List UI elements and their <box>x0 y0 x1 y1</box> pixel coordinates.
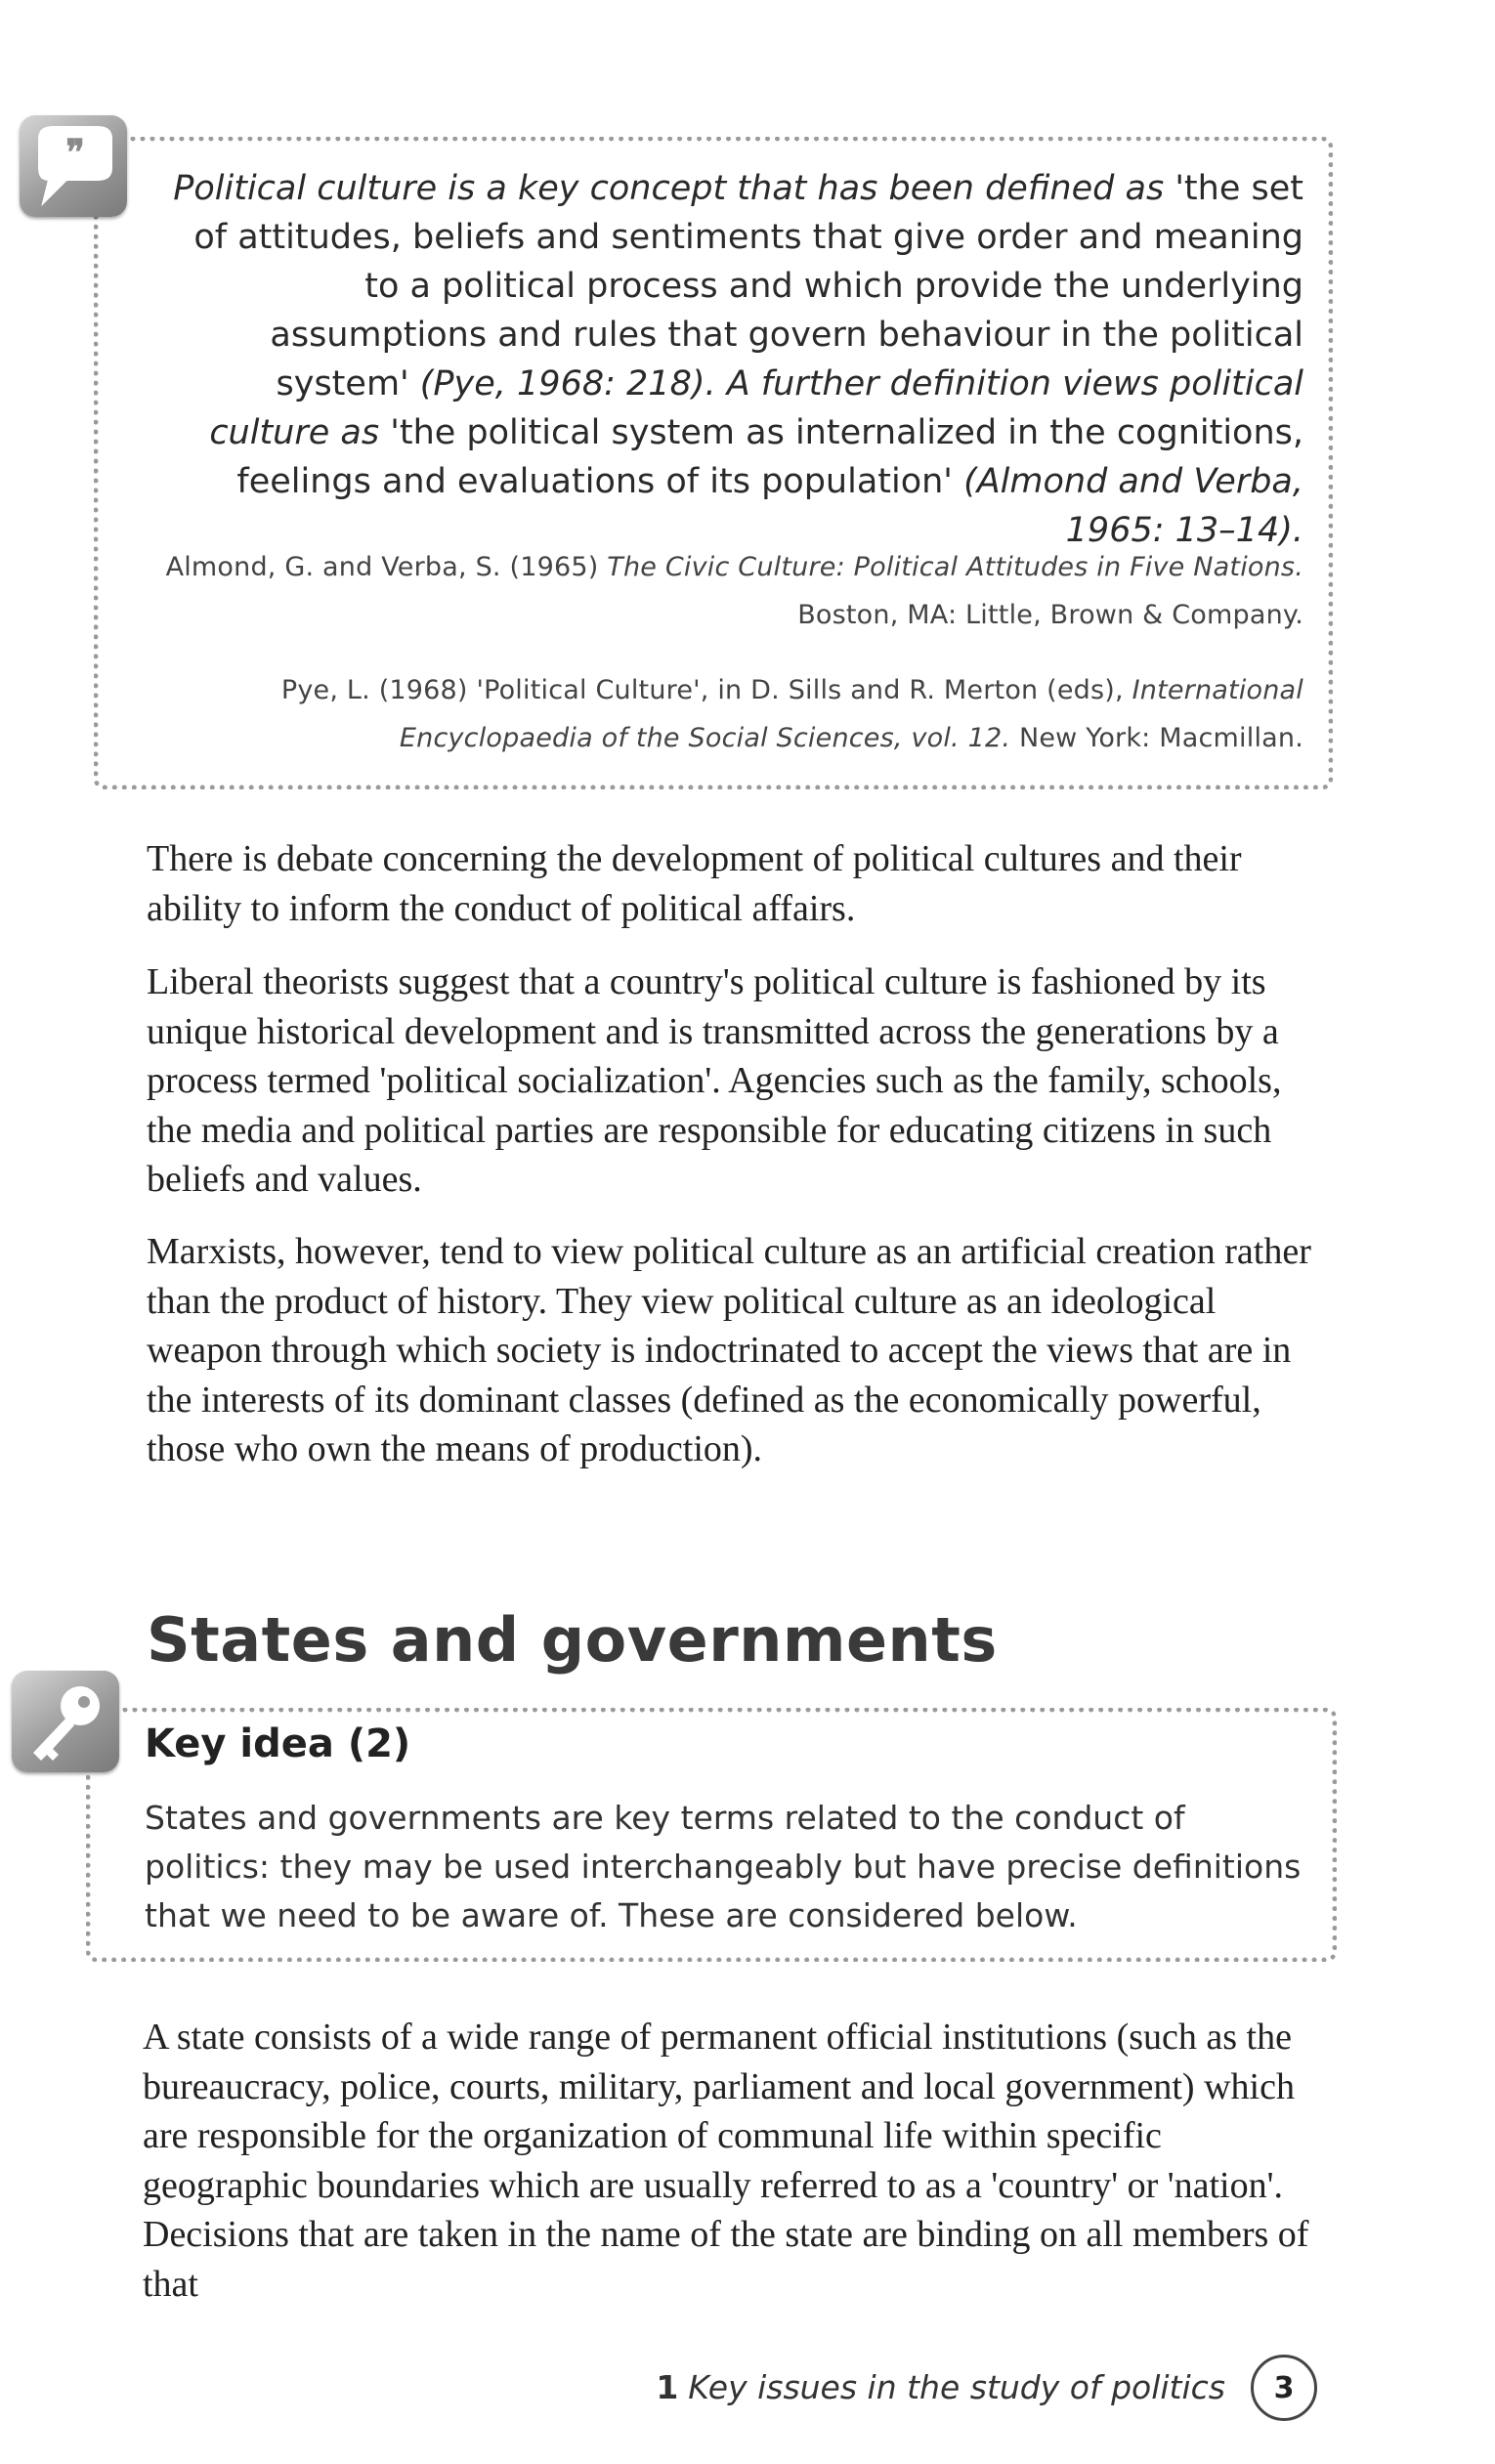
key-idea-text: States and governments are key terms related to the conduct of politics: they may be used interchangeably but have precise definitions that we need to be aware of. These are considered below. <box>145 1799 1302 1934</box>
paragraph-marxists: Marxists, however, tend to view political culture as an artificial creation rather than the product of history. They view political culture as an ideological weapon through which society is indoctrinated to accept the views that are in the interests of its dominant classes (defined as the economically powerful, those who own the means of production). <box>147 1231 1311 1469</box>
chapter-number: 1 <box>656 2368 679 2406</box>
quote-text <box>150 164 1303 555</box>
page-number: 3 <box>1251 2355 1317 2421</box>
citation-2: (Almond and Verba, 1965: 13–14). <box>963 462 1303 550</box>
chapter-title: Key issues in the study of politics <box>688 2368 1225 2406</box>
paragraph-liberal-theorists: Liberal theorists suggest that a country's political culture is fashioned by its unique historical development and is transmitted across the generations by a process termed 'political socialization'. Agencies such as the family, schools, the media and political parties are responsible for educating citizens in such beliefs and values. <box>147 961 1282 1200</box>
quote-lead: Political culture is a key concept that has been defined as <box>173 169 1165 208</box>
paragraph-debate: There is debate concerning the development of political cultures and their ability to inform the conduct of political affairs. <box>147 838 1242 929</box>
key-icon <box>12 1671 119 1772</box>
ref-2-authors: Pye, L. (1968) 'Political Culture', in D. Sills and R. Merton (eds), <box>280 675 1132 705</box>
ref-1-authors: Almond, G. and Verba, S. (1965) <box>165 552 608 582</box>
reference-almond-verba <box>150 543 1303 639</box>
ref-1-title: The Civic Culture: Political Attitudes in Five Nations. <box>607 552 1303 582</box>
ref-2-title: International Encyclopaedia of the Social Sciences, vol. 12. <box>399 675 1303 753</box>
section-heading: States and governments <box>147 1604 998 1676</box>
ref-2-publisher: New York: Macmillan. <box>1010 723 1303 753</box>
quote-2: 'the political system as internalized in the cognitions, feelings and evaluations of its population' <box>236 413 1303 501</box>
citation-1: (Pye, 1968: 218). A further definition views political culture as <box>209 364 1303 452</box>
ref-1-publisher: Boston, MA: Little, Brown & Company. <box>797 600 1303 630</box>
speech-bubble-quote-icon <box>20 115 127 217</box>
page-footer <box>656 2368 1225 2406</box>
paragraph-state-definition: A state consists of a wide range of permanent official institutions (such as the bureaucracy, police, courts, military, parliament and local government) which are responsible for the organization of communal life within specific geographic boundaries which are usually referred to as a 'country' or 'nation'. Decisions that are taken in the name of the state are binding on all members of that <box>143 2017 1309 2305</box>
svg-text:❞: ❞ <box>65 132 85 173</box>
reference-pye <box>150 666 1303 762</box>
key-idea-title: Key idea (2) <box>145 1721 411 1766</box>
quote-1: 'the set of attitudes, beliefs and sentiments that give order and meaning to a political process and which provide the underlying assumptions and rules that govern behaviour in the political system' <box>193 169 1303 404</box>
